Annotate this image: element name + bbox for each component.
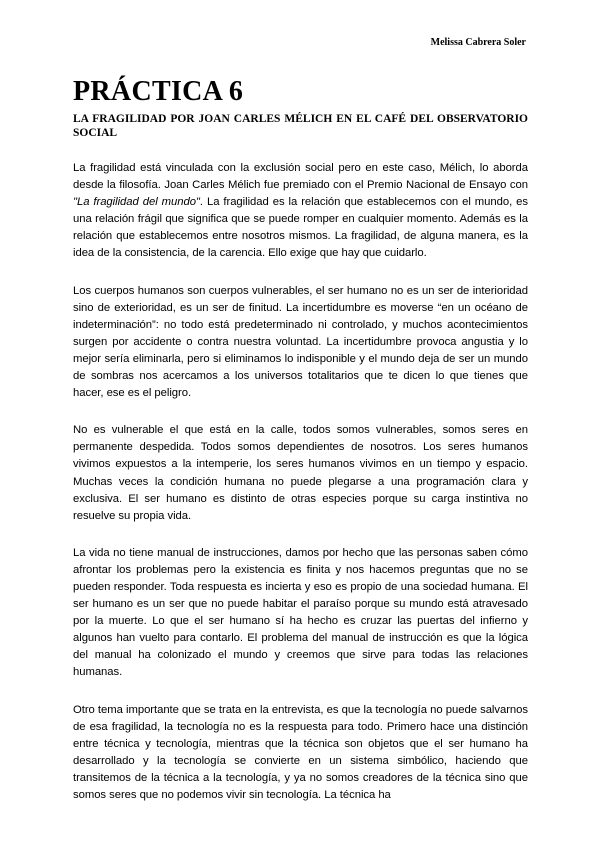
paragraph-1-text-c: . La fragilidad es la relación que establecemos con el mundo, es una relación frágil que significa que se puede romper en cualquier momento. Además es la relación que establecemos entre nosotros mismos. La fragilidad, de alguna manera, es la idea de la consistencia, de la carencia. Ello exige que hay que cuidarlo. (73, 196, 529, 260)
page-subtitle: LA FRAGILIDAD POR JOAN CARLES MÉLICH EN EL CAFÉ DEL OBSERVATORIO SOCIAL (73, 113, 528, 139)
paragraph-5: Otro tema importante que se trata en la entrevista, es que la tecnología no puede salvarnos de esa fragilidad, la tecnología no es la respuesta para todo. Primero hace una distinción entre técnica y tecnología, mientras que la técnica son objetos que el ser humano ha desarrollado y la tecnología se convierte en un sistema simbólico, haciendo que transitemos de la técnica a la tecnología, y ya no somos creadores de la técnica sino que somos seres que no podemos vivir sin tecnología. La técnica ha (73, 703, 528, 801)
document-body (73, 160, 528, 804)
paragraph-3: No es vulnerable el que está en la calle, todos somos vulnerables, somos seres en permanente despedida. Todos somos dependientes de nosotros. Los seres humanos vivimos expuestos a la intemperie, los seres humanos vivimos en un tiempo y espacio. Muchas veces la condición humana no puede plegarse a una programación clara y exclusiva. El ser humano es distinto de otras especies porque su carga instintiva no resuelve su propia vida. (73, 424, 528, 522)
paragraph-2: Los cuerpos humanos son cuerpos vulnerables, el ser humano no es un ser de interioridad sino de exterioridad, es un ser de finitud. La incertidumbre es moverse “en un océano de indeterminación”: no todo está predeterminado ni controlado, y muchos acontecimientos surgen por accidente o contra nuestra voluntad. La incertidumbre provoca angustia y lo mejor sería eliminarla, pero si eliminamos lo indisponible y el mundo deja de ser un mundo de sombras nos acercamos a los universos totalitarios que te dicen lo que tienes que hacer, ese es el peligro. (73, 284, 528, 400)
author-name: Melissa Cabrera Soler (430, 37, 526, 48)
paragraph-1 (73, 160, 528, 263)
page-title: PRÁCTICA 6 (73, 76, 244, 107)
paragraph-1-text-a: La fragilidad está vinculada con la exclusión social pero en este caso, Mélich, lo aborda desde la filosofía. Joan Carles Mélich fue premiado con el Premio Nacional de Ensayo con (73, 162, 528, 192)
paragraph-4: La vida no tiene manual de instrucciones, damos por hecho que las personas saben cómo afrontar los problemas pero la existencia es finita y nos hacemos preguntas que no se pueden responder. Toda respuesta es incierta y eso es propio de una sociedad humana. El ser humano es un ser que no puede habitar el paraíso porque su mundo está atravesado por la muerte. Lo que el ser humano sí ha hecho es cruzar las puertas del infierno y algunos han vuelto para contarlo. El problema del manual de instrucción es que la lógica del manual ha colonizado el mundo y creemos que sirve para todas las relaciones humanas. (73, 546, 528, 679)
book-title: "La fragilidad del mundo" (73, 196, 200, 209)
